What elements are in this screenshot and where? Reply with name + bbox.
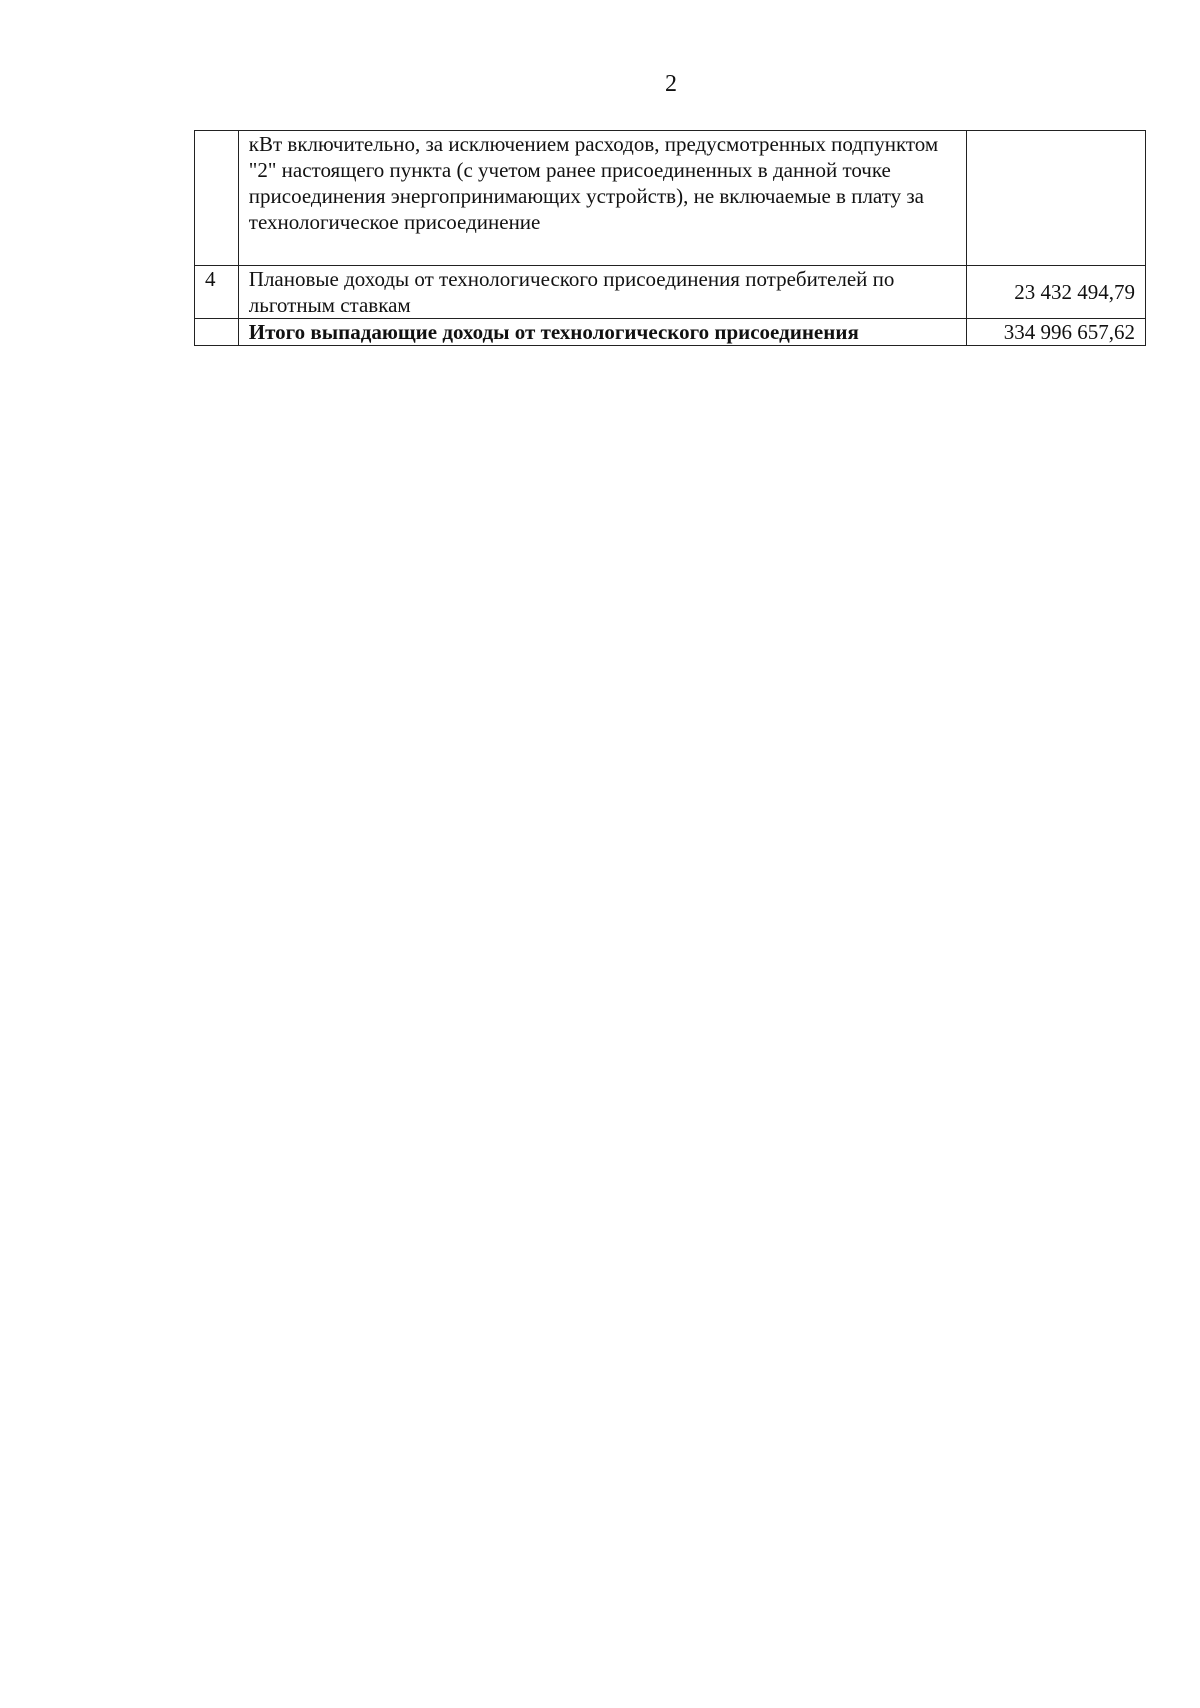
table-total-row	[195, 319, 1146, 346]
total-number-cell	[195, 319, 239, 346]
row-number-cell: 4	[195, 266, 239, 319]
table-row	[195, 266, 1146, 319]
page-number: 2	[665, 71, 677, 97]
table-row	[195, 131, 1146, 266]
row-description-cell: кВт включительно, за исключением расходов, предусмотренных подпунктом "2" настоящего пункта (с учетом ранее присоединенных в данной точке присоединения энергопринимающих устройств), не включаемые в плату за технологическое присоединение	[238, 131, 966, 266]
row-description-cell: Плановые доходы от технологического присоединения потребителей по льготным ставкам	[238, 266, 966, 319]
total-label-cell: Итого выпадающие доходы от технологического присоединения	[238, 319, 966, 346]
row-value-cell	[966, 131, 1145, 266]
total-value-cell: 334 996 657,62	[966, 319, 1145, 346]
revenue-table	[194, 130, 1146, 346]
row-number-cell	[195, 131, 239, 266]
row-value-cell: 23 432 494,79	[966, 266, 1145, 319]
